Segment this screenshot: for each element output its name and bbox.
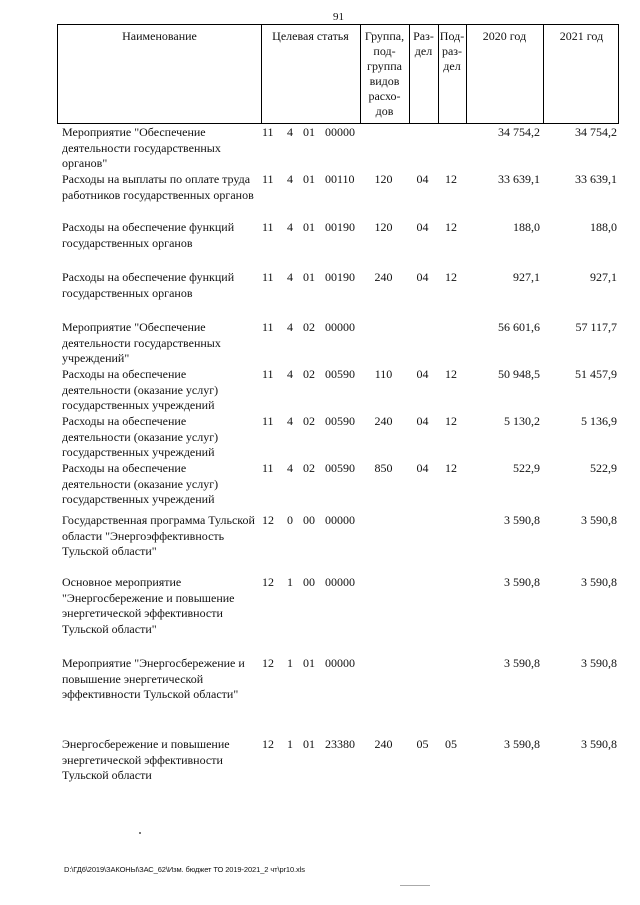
row-name: Расходы на обеспечение деятельности (оказание услуг) государственных учреждений bbox=[62, 367, 219, 412]
row-d: 00190 bbox=[325, 220, 355, 234]
row-name: Энергосбережение и повышение энергетической эффективности Тульской области bbox=[62, 737, 230, 782]
row-group: 850 bbox=[374, 461, 393, 475]
row-c: 02 bbox=[303, 320, 315, 334]
row-c: 00 bbox=[303, 513, 315, 527]
row-value-2021: 3 590,8 bbox=[581, 575, 617, 589]
row-name: Расходы на обеспечение функций государственных органов bbox=[62, 220, 235, 250]
row-c: 01 bbox=[303, 220, 315, 234]
row-section: 04 bbox=[416, 270, 429, 284]
row-d: 00190 bbox=[325, 270, 355, 284]
row-value-2020: 3 590,8 bbox=[504, 513, 540, 527]
row-name: Мероприятие "Обеспечение деятельности государственных органов" bbox=[62, 125, 221, 170]
row-group: 240 bbox=[374, 270, 393, 284]
row-b: 1 bbox=[287, 737, 293, 751]
row-name: Основное мероприятие "Энергосбережение и повышение энергетической эффективности Тульской области" bbox=[62, 575, 235, 636]
row-value-2020: 56 601,6 bbox=[498, 320, 540, 334]
row-d: 00590 bbox=[325, 461, 355, 475]
row-name: Расходы на обеспечение функций государственных органов bbox=[62, 270, 235, 300]
row-a: 11 bbox=[262, 414, 274, 428]
row-value-2021: 5 136,9 bbox=[581, 414, 617, 428]
row-a: 12 bbox=[262, 737, 274, 751]
row-b: 4 bbox=[287, 461, 293, 475]
row-a: 12 bbox=[262, 575, 274, 589]
row-a: 11 bbox=[262, 220, 274, 234]
row-subsection: 12 bbox=[445, 414, 457, 428]
row-value-2020: 33 639,1 bbox=[498, 172, 540, 186]
row-d: 00000 bbox=[325, 513, 355, 527]
row-section: 05 bbox=[416, 737, 429, 751]
row-subsection: 12 bbox=[445, 367, 457, 381]
row-value-2021: 57 117,7 bbox=[575, 320, 617, 334]
row-b: 4 bbox=[287, 414, 293, 428]
header-subsection: Под- раз- дел bbox=[439, 29, 465, 73]
row-subsection: 05 bbox=[445, 737, 457, 751]
row-value-2021: 51 457,9 bbox=[575, 367, 617, 381]
row-section: 04 bbox=[416, 367, 429, 381]
row-d: 00000 bbox=[325, 320, 355, 334]
row-value-2020: 927,1 bbox=[513, 270, 540, 284]
page-number: 91 bbox=[333, 11, 344, 23]
row-section: 04 bbox=[416, 414, 429, 428]
row-value-2021: 3 590,8 bbox=[581, 513, 617, 527]
row-a: 11 bbox=[262, 270, 274, 284]
row-c: 01 bbox=[303, 737, 315, 751]
row-b: 4 bbox=[287, 367, 293, 381]
row-b: 1 bbox=[287, 656, 293, 670]
row-c: 02 bbox=[303, 461, 315, 475]
row-value-2021: 3 590,8 bbox=[581, 656, 617, 670]
row-d: 00590 bbox=[325, 367, 355, 381]
row-group: 240 bbox=[374, 414, 393, 428]
row-a: 11 bbox=[262, 461, 274, 475]
file-path-footer: D:\ГД6\2019\ЗАКОНЫ\ЗАС_62\Изм. бюджет ТО 2019-2021_2 чт\pr10.xls bbox=[64, 865, 305, 874]
row-value-2021: 33 639,1 bbox=[575, 172, 617, 186]
row-name: Государственная программа Тульской области "Энергоэффективность Тульской области" bbox=[62, 513, 255, 558]
row-value-2021: 34 754,2 bbox=[575, 125, 617, 139]
row-c: 01 bbox=[303, 125, 315, 139]
row-d: 00590 bbox=[325, 414, 355, 428]
row-c: 02 bbox=[303, 367, 315, 381]
row-a: 12 bbox=[262, 513, 274, 527]
row-c: 01 bbox=[303, 270, 315, 284]
row-group: 110 bbox=[374, 367, 393, 381]
row-name: Расходы на обеспечение деятельности (оказание услуг) государственных учреждений bbox=[62, 461, 219, 506]
row-c: 02 bbox=[303, 414, 315, 428]
row-c: 00 bbox=[303, 575, 315, 589]
row-value-2021: 927,1 bbox=[590, 270, 617, 284]
row-value-2021: 522,9 bbox=[590, 461, 617, 475]
row-b: 4 bbox=[287, 320, 293, 334]
row-section: 04 bbox=[416, 461, 429, 475]
row-d: 00110 bbox=[325, 172, 355, 186]
row-d: 00000 bbox=[325, 125, 355, 139]
row-subsection: 12 bbox=[445, 270, 457, 284]
row-section: 04 bbox=[416, 172, 429, 186]
row-c: 01 bbox=[303, 172, 315, 186]
row-b: 4 bbox=[287, 270, 293, 284]
row-value-2020: 50 948,5 bbox=[498, 367, 540, 381]
row-value-2020: 5 130,2 bbox=[504, 414, 540, 428]
header-name: Наименование bbox=[122, 29, 197, 43]
row-value-2020: 188,0 bbox=[513, 220, 540, 234]
header-section: Раз- дел bbox=[413, 29, 434, 58]
row-a: 11 bbox=[262, 367, 274, 381]
row-subsection: 12 bbox=[445, 220, 457, 234]
row-name: Расходы на выплаты по оплате труда работников государственных органов bbox=[62, 172, 254, 202]
row-c: 01 bbox=[303, 656, 315, 670]
row-name: Мероприятие "Обеспечение деятельности государственных учреждений" bbox=[62, 320, 221, 365]
row-value-2020: 34 754,2 bbox=[498, 125, 540, 139]
row-group: 120 bbox=[374, 172, 393, 186]
row-d: 00000 bbox=[325, 575, 355, 589]
header-2021: 2021 год bbox=[559, 29, 604, 43]
row-d: 00000 bbox=[325, 656, 355, 670]
row-b: 4 bbox=[287, 220, 293, 234]
row-section: 04 bbox=[416, 220, 429, 234]
row-value-2021: 3 590,8 bbox=[581, 737, 617, 751]
row-b: 4 bbox=[287, 125, 293, 139]
row-value-2020: 3 590,8 bbox=[504, 656, 540, 670]
row-a: 11 bbox=[262, 125, 274, 139]
row-value-2020: 3 590,8 bbox=[504, 737, 540, 751]
header-2020: 2020 год bbox=[482, 29, 527, 43]
header-target: Целевая статья bbox=[272, 29, 349, 43]
row-value-2020: 3 590,8 bbox=[504, 575, 540, 589]
row-a: 11 bbox=[262, 320, 274, 334]
row-a: 12 bbox=[262, 656, 274, 670]
scan-artifact bbox=[400, 885, 430, 886]
row-subsection: 12 bbox=[445, 172, 457, 186]
row-name: Расходы на обеспечение деятельности (оказание услуг) государственных учреждений bbox=[62, 414, 219, 459]
row-d: 23380 bbox=[325, 737, 355, 751]
row-group: 240 bbox=[374, 737, 393, 751]
row-value-2021: 188,0 bbox=[590, 220, 617, 234]
scan-dot bbox=[139, 832, 141, 834]
row-subsection: 12 bbox=[445, 461, 457, 475]
row-b: 4 bbox=[287, 172, 293, 186]
header-group: Группа, под- группа видов расхо- дов bbox=[364, 29, 405, 118]
row-value-2020: 522,9 bbox=[513, 461, 540, 475]
table-header bbox=[57, 24, 619, 124]
row-name: Мероприятие "Энергосбережение и повышение энергетической эффективности Тульской области" bbox=[62, 656, 245, 701]
row-b: 0 bbox=[287, 513, 293, 527]
row-a: 11 bbox=[262, 172, 274, 186]
row-group: 120 bbox=[374, 220, 393, 234]
row-b: 1 bbox=[287, 575, 293, 589]
